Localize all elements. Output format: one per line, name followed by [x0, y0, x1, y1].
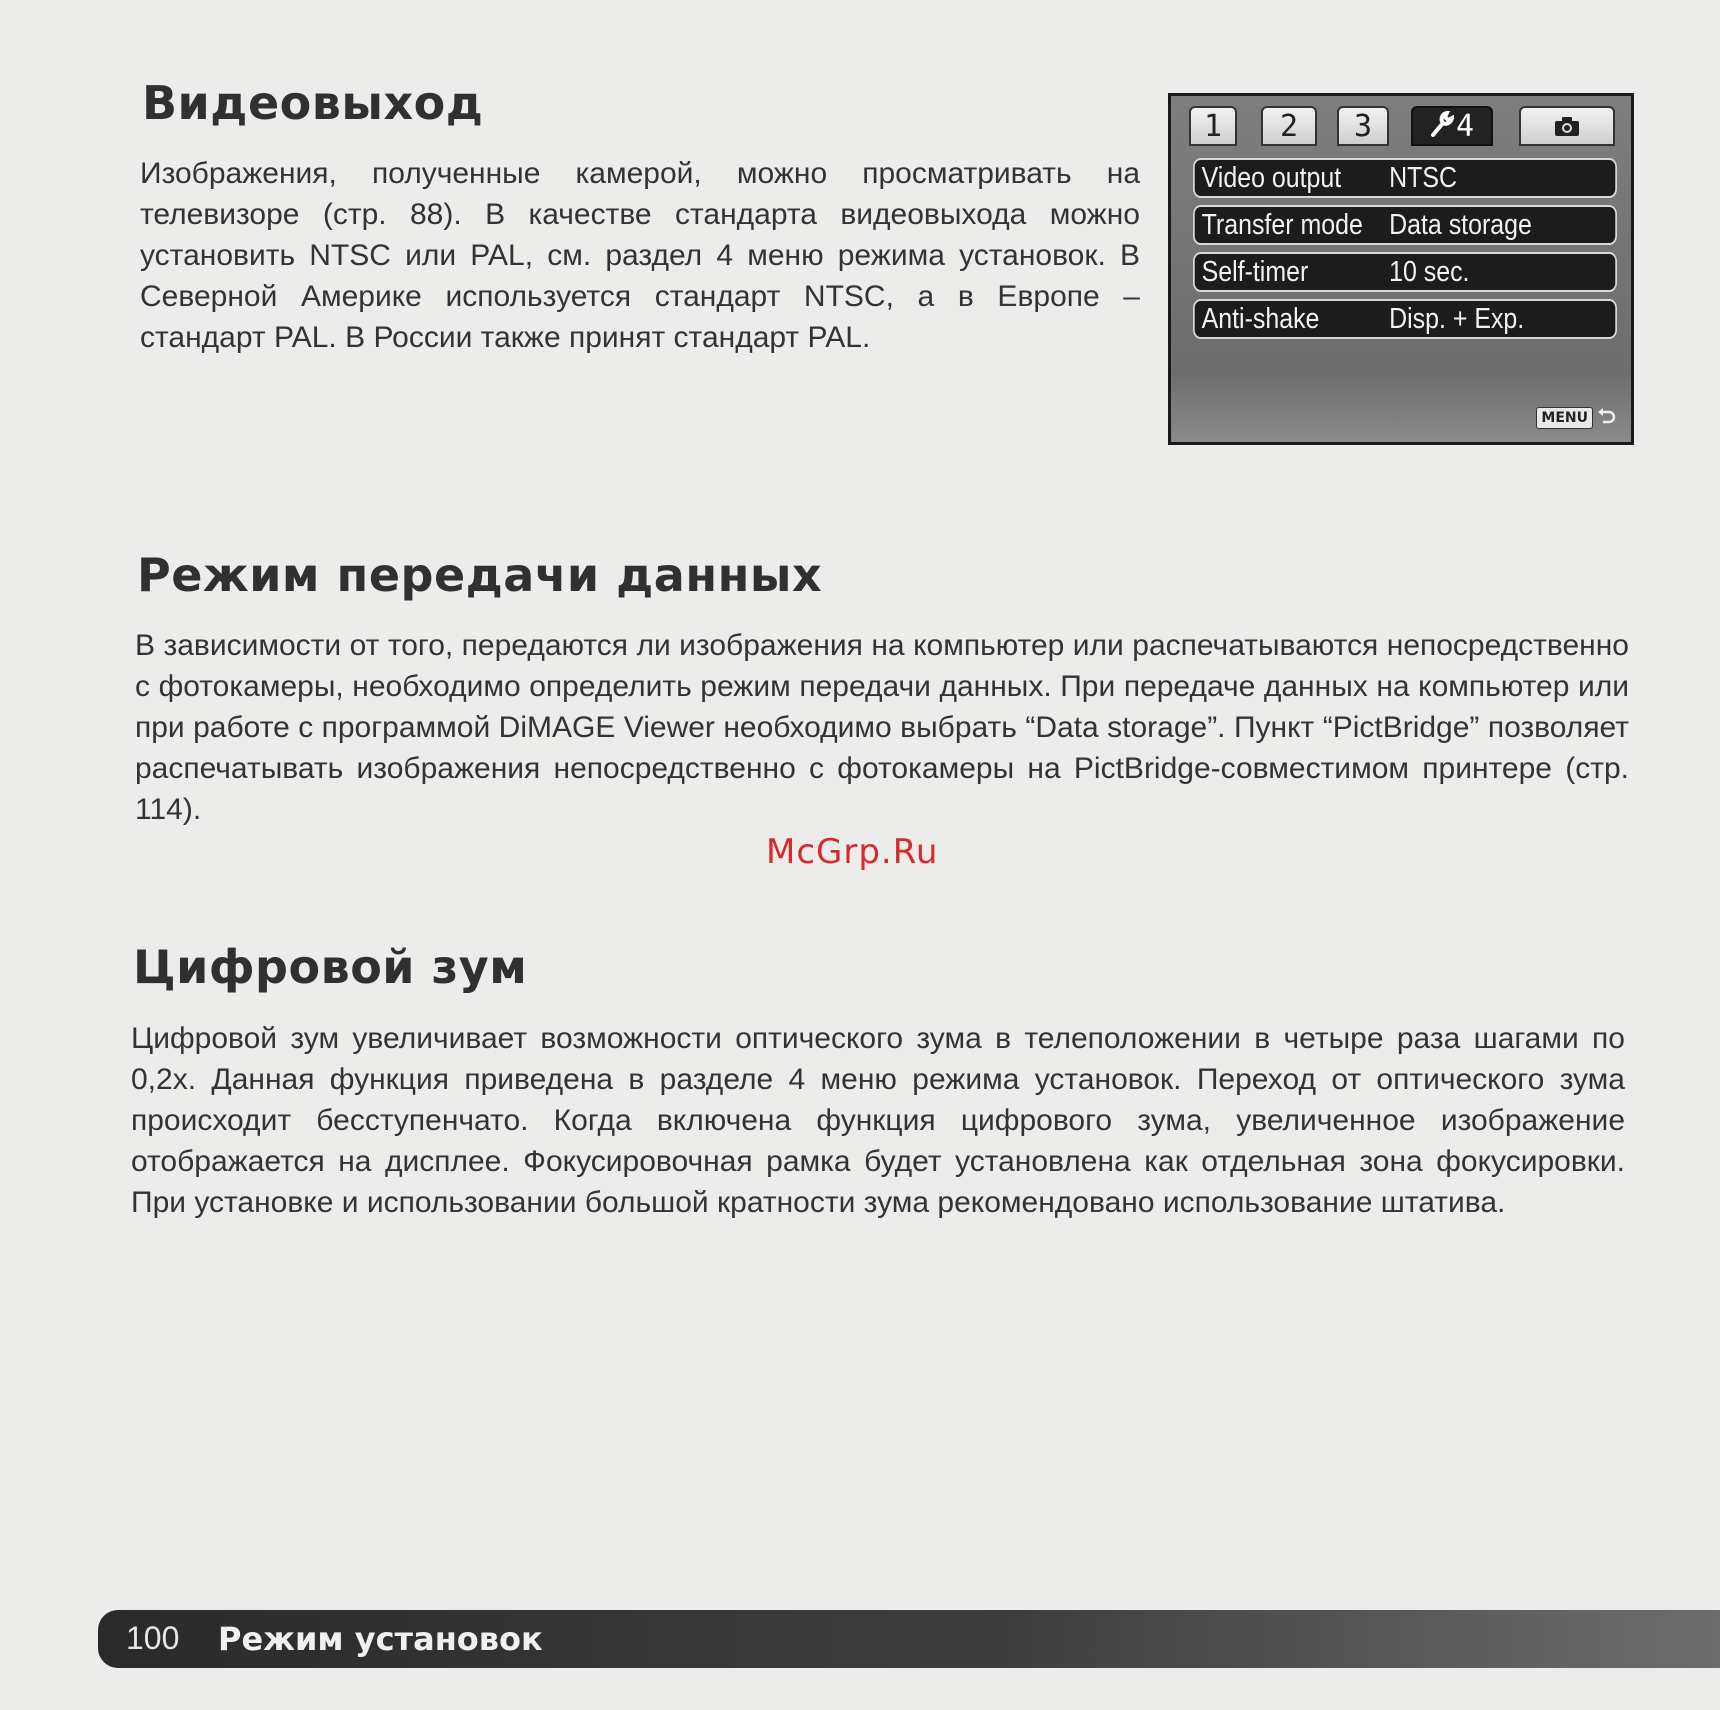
lcd-menu-back-hint — [1536, 406, 1617, 430]
lcd-row-label: Transfer mode — [1201, 209, 1363, 241]
page-number: 100 — [126, 1620, 180, 1656]
lcd-row-anti-shake — [1193, 299, 1617, 339]
lcd-row-self-timer — [1193, 252, 1617, 292]
footer-bar — [98, 1610, 1720, 1668]
lcd-tab-1: 1 — [1189, 106, 1237, 146]
lcd-tab-3: 3 — [1337, 106, 1389, 146]
section-title-transfer-mode: Режим передачи данных — [137, 548, 823, 602]
lcd-row-label: Video output — [1201, 162, 1342, 194]
section-title-digital-zoom: Цифровой зум — [133, 940, 528, 994]
return-arrow-icon — [1597, 406, 1617, 431]
section-title-video-output: Видеовыход — [142, 76, 484, 130]
lcd-tab-4-setup: 4 — [1411, 106, 1493, 146]
section-text-transfer-mode: В зависимости от того, передаются ли изображения на компьютер или распечатываются непосредственно с фотокамеры, необходимо определить режим передачи данных. При передаче данных на компьютер или при работе с программой DiMAGE Viewer необходимо выбрать “Data storage”. Пункт “PictBridge” позволяет распечатывать изображения непосредственно с фотокамеры на PictBridge-совместимом принтере (стр. 114). — [135, 629, 1629, 826]
lcd-row-value: Data storage — [1389, 209, 1532, 241]
wrench-icon — [1430, 109, 1454, 147]
lcd-row-value: 10 sec. — [1389, 256, 1470, 288]
lcd-tab-2: 2 — [1261, 106, 1317, 146]
menu-button-label: MENU — [1536, 407, 1593, 429]
lcd-row-label: Anti-shake — [1201, 303, 1320, 335]
lcd-tab-camera — [1519, 106, 1615, 146]
lcd-row-video-output — [1193, 158, 1617, 198]
lcd-menu-list — [1193, 158, 1617, 346]
lcd-row-value: Disp. + Exp. — [1389, 303, 1525, 335]
camera-lcd-menu — [1168, 93, 1634, 445]
watermark: McGrp.Ru — [766, 832, 939, 872]
chapter-title: Режим установок — [218, 1620, 543, 1658]
lcd-row-label: Self-timer — [1201, 256, 1309, 288]
section-text-digital-zoom: Цифровой зум увеличивает возможности оптического зума в телеположении в четыре раза шагами по 0,2x. Данная функция приведена в разделе 4 меню режима установок. Переход от оптического зума происходит бесступенчато. Когда включена функция цифрового зума, увеличенное изображение отображается на дисплее. Фокусировочная рамка будет установлена как отдельная зона фокусировки. При установке и использовании большой кратности зума рекомендовано использование штатива. — [131, 1022, 1625, 1219]
lcd-row-transfer-mode — [1193, 205, 1617, 245]
camera-icon — [1553, 109, 1581, 147]
lcd-tab-bar — [1189, 106, 1619, 150]
section-text-video-output: Изображения, полученные камерой, можно просматривать на телевизоре (стр. 88). В качестве стандарта видеовыхода можно установить NTSC или PAL, см. раздел 4 меню режима установок. В Северной Америке используется стандарт NTSC, а в Европе – стандарт PAL. В России также принят стандарт PAL. — [140, 157, 1140, 354]
lcd-row-value: NTSC — [1389, 162, 1457, 194]
